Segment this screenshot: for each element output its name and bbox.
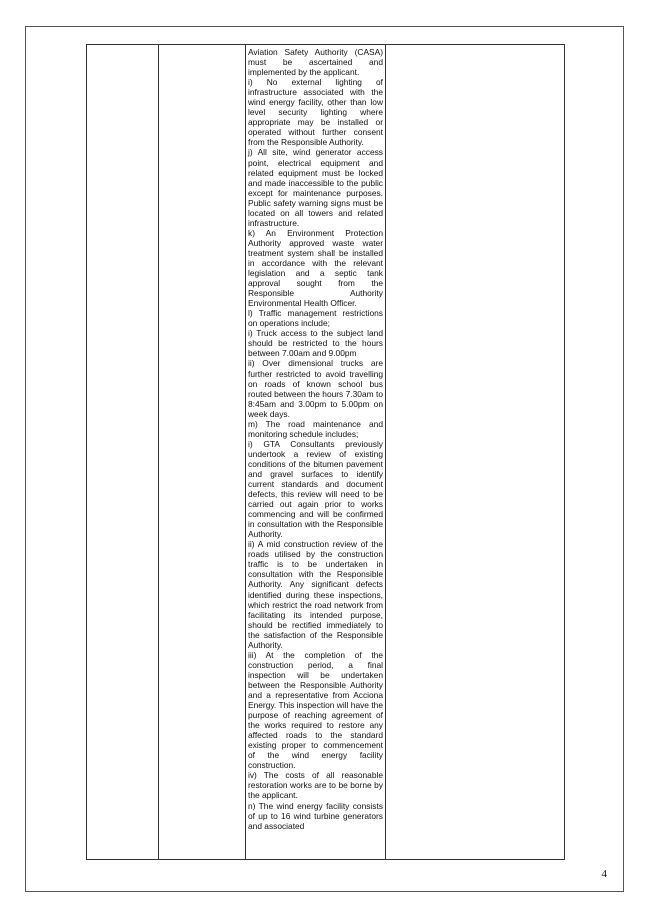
paragraph-casa: Aviation Safety Authority (CASA) must be ascertained and implemented by the applicant. <box>248 47 383 78</box>
conditions-cell <box>248 47 383 831</box>
page-number: 4 <box>601 868 607 880</box>
paragraph-road-maintenance: m) The road maintenance and monitoring schedule includes; <box>248 418 383 439</box>
paragraph-security: j) All site, wind generator access point, electrical equipment and related equipment must be locked and made inaccessible to the public except for maintenance purposes. Public safety warning signs must be located on all towers and related infrastructure. <box>248 147 383 228</box>
column-divider-2 <box>245 45 246 859</box>
paragraph-waste-water: k) An Environment Protection Authority approved waste water treatment system shall be installed in accordance with the relevant legislation and a septic tank approval sought from the Responsible Authority Environmental Health Officer. <box>248 227 383 309</box>
paragraph-gta-review: i) GTA Consultants previously undertook a review of existing conditions of the bitumen pavement and gravel surfaces to identify current standards and document defects, this review will need to be carried out again prior to works commencing and will be confirmed in consultation with the Responsible Authority. <box>248 438 383 540</box>
paragraph-restoration-costs: iv) The costs of all reasonable restoration works are to be borne by the applicant. <box>248 770 383 801</box>
paragraph-truck-access: i) Truck access to the subject land should be restricted to the hours between 7.00am and 9.00pm <box>248 328 383 359</box>
paragraph-turbines: n) The wind energy facility consists of up to 16 wind turbine generators and associated <box>248 800 383 831</box>
paragraph-lighting: i) No external lighting of infrastructure associated with the wind energy facility, other than low level security lighting where appropriate may be installed or operated without further consent from the Responsible Authority. <box>248 77 383 148</box>
paragraph-traffic-management: l) Traffic management restrictions on operations include; <box>248 308 383 329</box>
paragraph-over-dimensional: ii) Over dimensional trucks are further restricted to avoid travelling on roads of known school bus routed between the hours 7.30am to 8:45am and 3.00pm to 5.00pm on week days. <box>248 358 383 419</box>
paragraph-final-inspection: iii) At the completion of the construction period, a final inspection will be undertaken between the Responsible Authority and a representative from Acciona Energy. This inspection will have the purpose of reaching agreement of the works required to restore any affected roads to the standard existing proper to commencement of the wind energy facility construction. <box>248 649 383 771</box>
column-divider-3 <box>385 45 386 859</box>
conditions-table <box>86 44 565 860</box>
column-divider-1 <box>158 45 159 859</box>
paragraph-mid-construction: ii) A mid construction review of the roads utilised by the construction traffic is to be undertaken in consultation with the Responsible Authority. Any significant defects identified during these inspections, which restrict the road network from facilitating its intended purpose, should be rectified immediately to the satisfaction of the Responsible Authority. <box>248 539 383 650</box>
